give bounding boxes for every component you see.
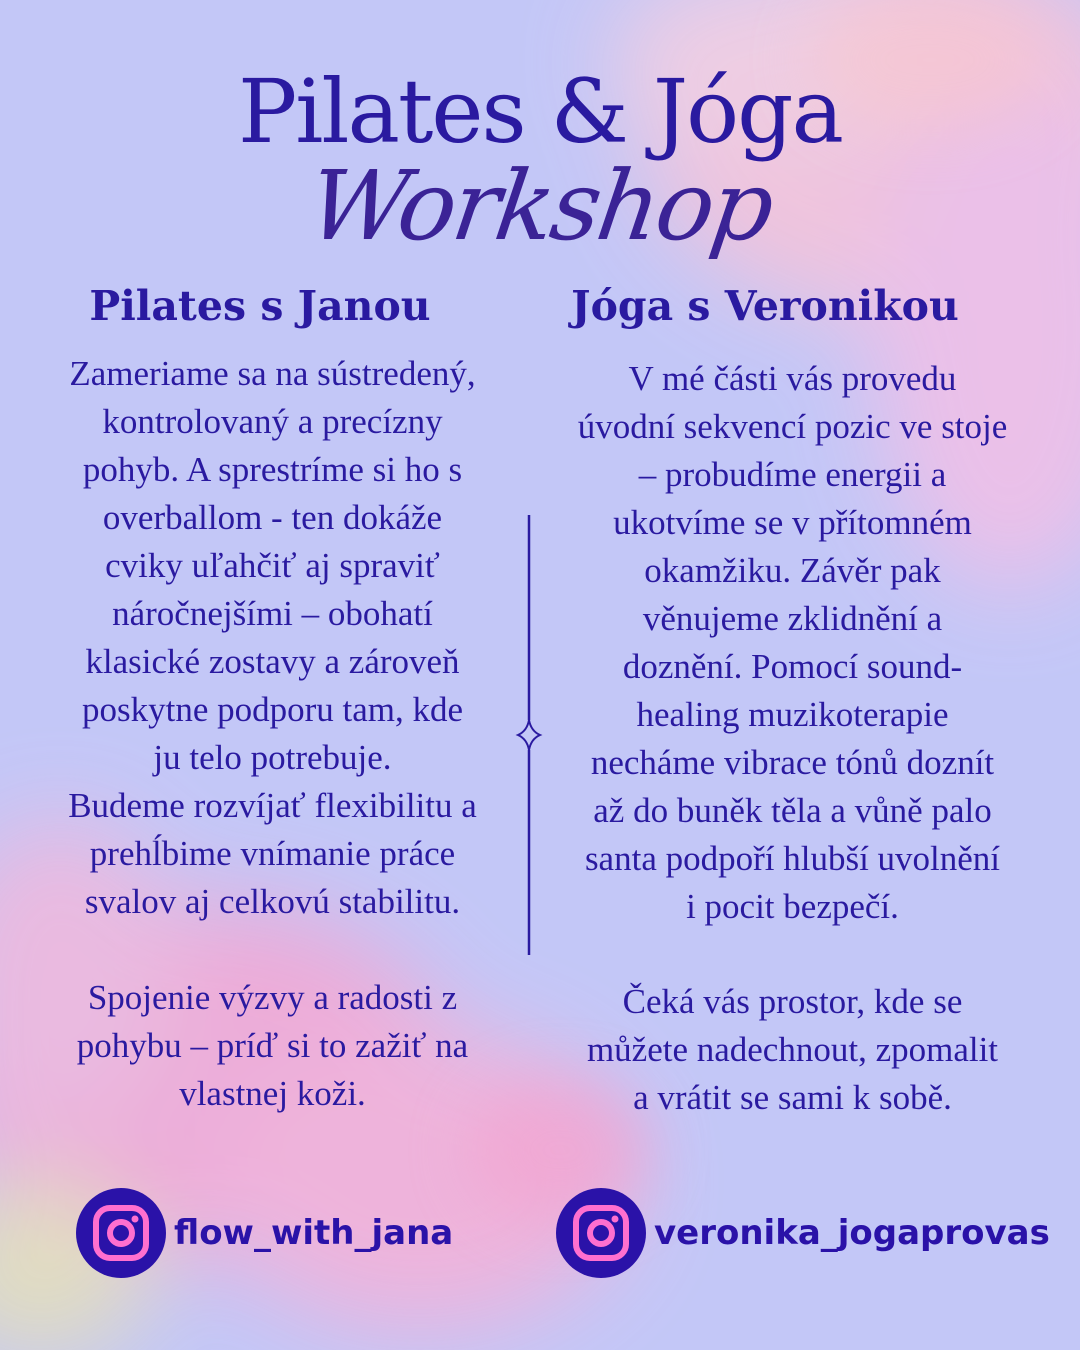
sparkle-icon (518, 720, 540, 750)
workshop-subtitle: Workshop (301, 150, 779, 262)
pilates-invitation: Spojenie výzvy a radosti z pohybu – príď si to zažiť na vlastnej koži. (76, 978, 469, 1113)
instagram-handle[interactable]: veronika_jogaprovas (654, 1213, 1050, 1253)
workshop-title: Pilates & Jóga (238, 60, 842, 163)
instagram-icon (76, 1188, 166, 1278)
instagram-handle[interactable]: flow_with_jana (174, 1213, 454, 1253)
column-divider (514, 515, 544, 955)
yoga-description: V mé části vás provedu úvodní sekvencí pozic ve stoje – probudíme energii a ukotvíme se v přítomném okamžiku. Závěr pak věnujeme zklidnění a doznění. Pomocí sound- healing muzikoterapie necháme vibrace tónů doznít až do buněk těla a vůně palo santa podpoří hlubší uvolnění i pocit bezpečí. (577, 359, 1008, 926)
yoga-heading: Jóga s Veronikou (571, 282, 959, 330)
pilates-heading: Pilates s Janou (89, 282, 431, 330)
yoga-instagram[interactable] (556, 1188, 1050, 1278)
yoga-invitation: Čeká vás prostor, kde se můžete nadechnout, zpomalit a vrátit se sami k sobě. (586, 982, 999, 1117)
pilates-instagram[interactable] (76, 1188, 453, 1278)
instagram-icon (556, 1188, 646, 1278)
pilates-description: Zameriame sa na sústredený, kontrolovaný a precízny pohyb. A sprestríme si ho s overballom - ten dokáže cviky uľahčiť aj spraviť náročnejšími – obohatí klasické zostavy a zároveň poskytne podporu tam, kde ju telo potrebuje. Budeme rozvíjať flexibilitu a prehĺbime vnímanie práce svalov aj celkovú stabilitu. (68, 354, 477, 921)
